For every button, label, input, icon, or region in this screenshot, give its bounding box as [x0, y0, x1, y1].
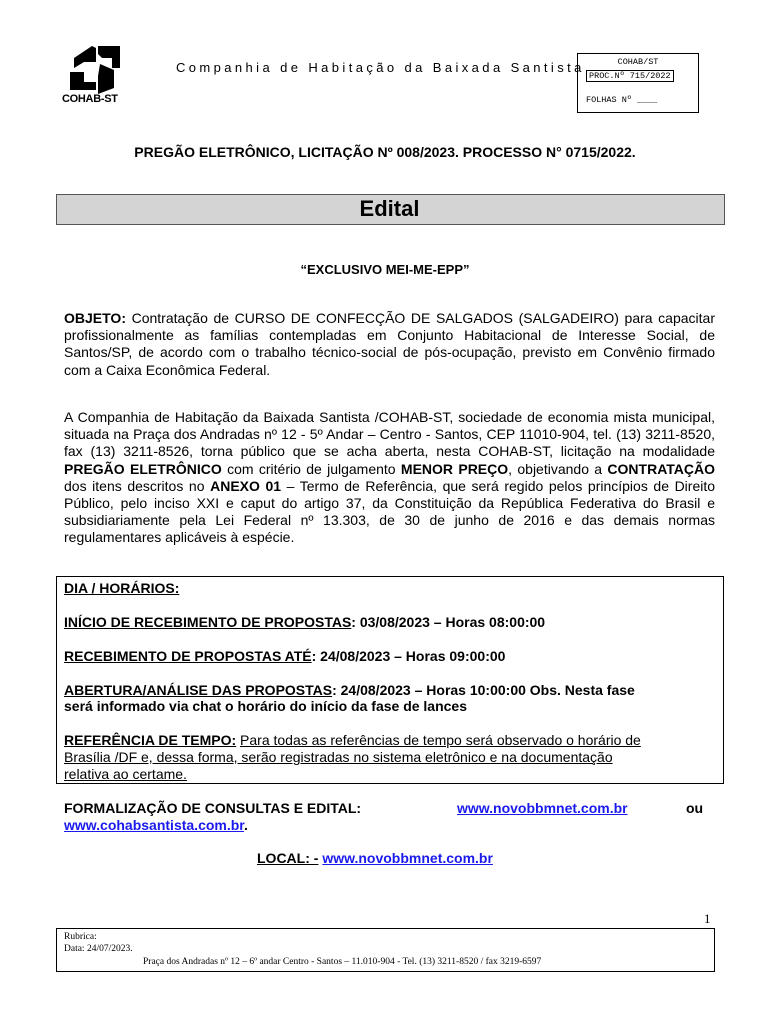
novobbmnet-link[interactable]: www.novobbmnet.com.br [457, 800, 628, 816]
intro-text-2: com critério de julgamento [227, 460, 396, 477]
cohabsantista-dot: . [243, 817, 248, 833]
intro-bold-pregao: PREGÃO ELETRÔNICO [64, 460, 222, 477]
recebimento-label: RECEBIMENTO DE PROPOSTAS ATÉ [64, 648, 312, 664]
consultas-ou: ou [686, 800, 704, 816]
page-number: 1 [704, 911, 711, 926]
cohabsantista-link[interactable]: www.cohabsantista.com.br [64, 817, 244, 833]
intro-bold-menor-preco: MENOR PREÇO [400, 460, 509, 477]
footer-data: Data: 24/07/2023. [64, 944, 133, 954]
abertura-line [64, 682, 635, 698]
intro-bold-contratacao: CONTRATAÇÃO [607, 460, 715, 477]
abertura-label: ABERTURA/ANÁLISE DAS PROPOSTAS [64, 682, 333, 698]
referencia-line-3: relativa ao certame. [64, 766, 187, 782]
edital-heading: Edital [359, 196, 420, 221]
intro-text-1: A Companhia de Habitação da Baixada Santista /COHAB-ST, sociedade de economia mista municipal, situada na Praça dos Andradas nº 12 - 5º Andar – Centro - Santos, CEP 11010-904, tel. (13) 3211-8520, fax (13) 3211-8526, torna público que se acha aberta, nesta COHAB-ST, licitação na modalidade [64, 409, 715, 460]
abertura-value: : 24/08/2023 – Horas 10:00:00 Obs. Nesta fase [332, 682, 635, 698]
referencia-label: REFERÊNCIA DE TEMPO: [64, 732, 237, 748]
footer-box [56, 928, 715, 972]
intro-text-5: – Termo de Referência, que será regido pelos princípios de Direito Público, pelo inciso XXI e caput do artigo 37, da Constituição da República Federativa do Brasil e subsidiariamente pela Lei Federal nº 13.303, de 30 de junho de 2016 e das demais normas regulamentares aplicáveis à espécie. [64, 477, 716, 546]
intro-text-4: dos itens descritos no [64, 477, 205, 494]
consultas-label: FORMALIZAÇÃO DE CONSULTAS E EDITAL: [64, 800, 362, 816]
inicio-value: : 03/08/2023 – Horas 08:00:00 [351, 614, 546, 630]
recebimento-value: : 24/08/2023 – Horas 09:00:00 [311, 648, 506, 664]
stamp-line-1: COHAB/ST [617, 57, 659, 67]
inicio-label: INÍCIO DE RECEBIMENTO DE PROPOSTAS [64, 614, 352, 630]
cohabsantista-line [64, 817, 248, 833]
recebimento-line [64, 648, 505, 664]
local-label: LOCAL: - [257, 850, 319, 866]
abertura-line-2: será informado via chat o horário do início da fase de lances [64, 698, 468, 714]
footer-rubrica: Rubrica: [64, 932, 97, 942]
stamp-folhas: FOLHAS Nº ____ [586, 95, 658, 105]
stamp-process-number: PROC.Nº 715/2022 [586, 70, 674, 82]
referencia-line-1 [64, 732, 641, 748]
intro-paragraph [64, 409, 715, 547]
objeto-text: Contratação de CURSO DE CONFECÇÃO DE SALGADOS (SALGADEIRO) para capacitar profissionalmente as famílias contempladas em Conjunto Habitacional de Interesse Social, de Santos/SP, de acordo com o trabalho técnico-social de pós-ocupação, previsto em Convênio firmado com a Caixa Econômica Federal. [64, 310, 715, 378]
process-stamp [577, 53, 699, 113]
objeto-label: OBJETO: [64, 310, 126, 326]
local-line [257, 850, 493, 866]
intro-text-3: , objetivando a [508, 460, 603, 477]
referencia-line-2: Brasília /DF e, dessa forma, serão registradas no sistema eletrônico e na documentação [64, 749, 613, 765]
local-link[interactable]: www.novobbmnet.com.br [322, 850, 493, 866]
inicio-line [64, 614, 545, 630]
intro-bold-anexo: ANEXO 01 [210, 477, 282, 494]
footer-address: Praça dos Andradas nº 12 – 6º andar Centro - Santos – 11.010-904 - Tel. (13) 3211-8520 / fax 3219-6597 [143, 957, 542, 967]
referencia-text-1: Para todas as referências de tempo será observado o horário de [240, 732, 641, 748]
schedule-heading: DIA / HORÁRIOS: [64, 580, 180, 596]
objeto-paragraph [64, 310, 715, 379]
company-name: Companhia de Habitação da Baixada Santista [176, 60, 585, 75]
exclusivo-label: “EXCLUSIVO MEI-ME-EPP” [300, 262, 470, 277]
logo-text: COHAB-ST [62, 93, 118, 105]
document-title: PREGÃO ELETRÔNICO, LICITAÇÃO Nº 008/2023. PROCESSO N° 0715/2022. [134, 144, 636, 160]
